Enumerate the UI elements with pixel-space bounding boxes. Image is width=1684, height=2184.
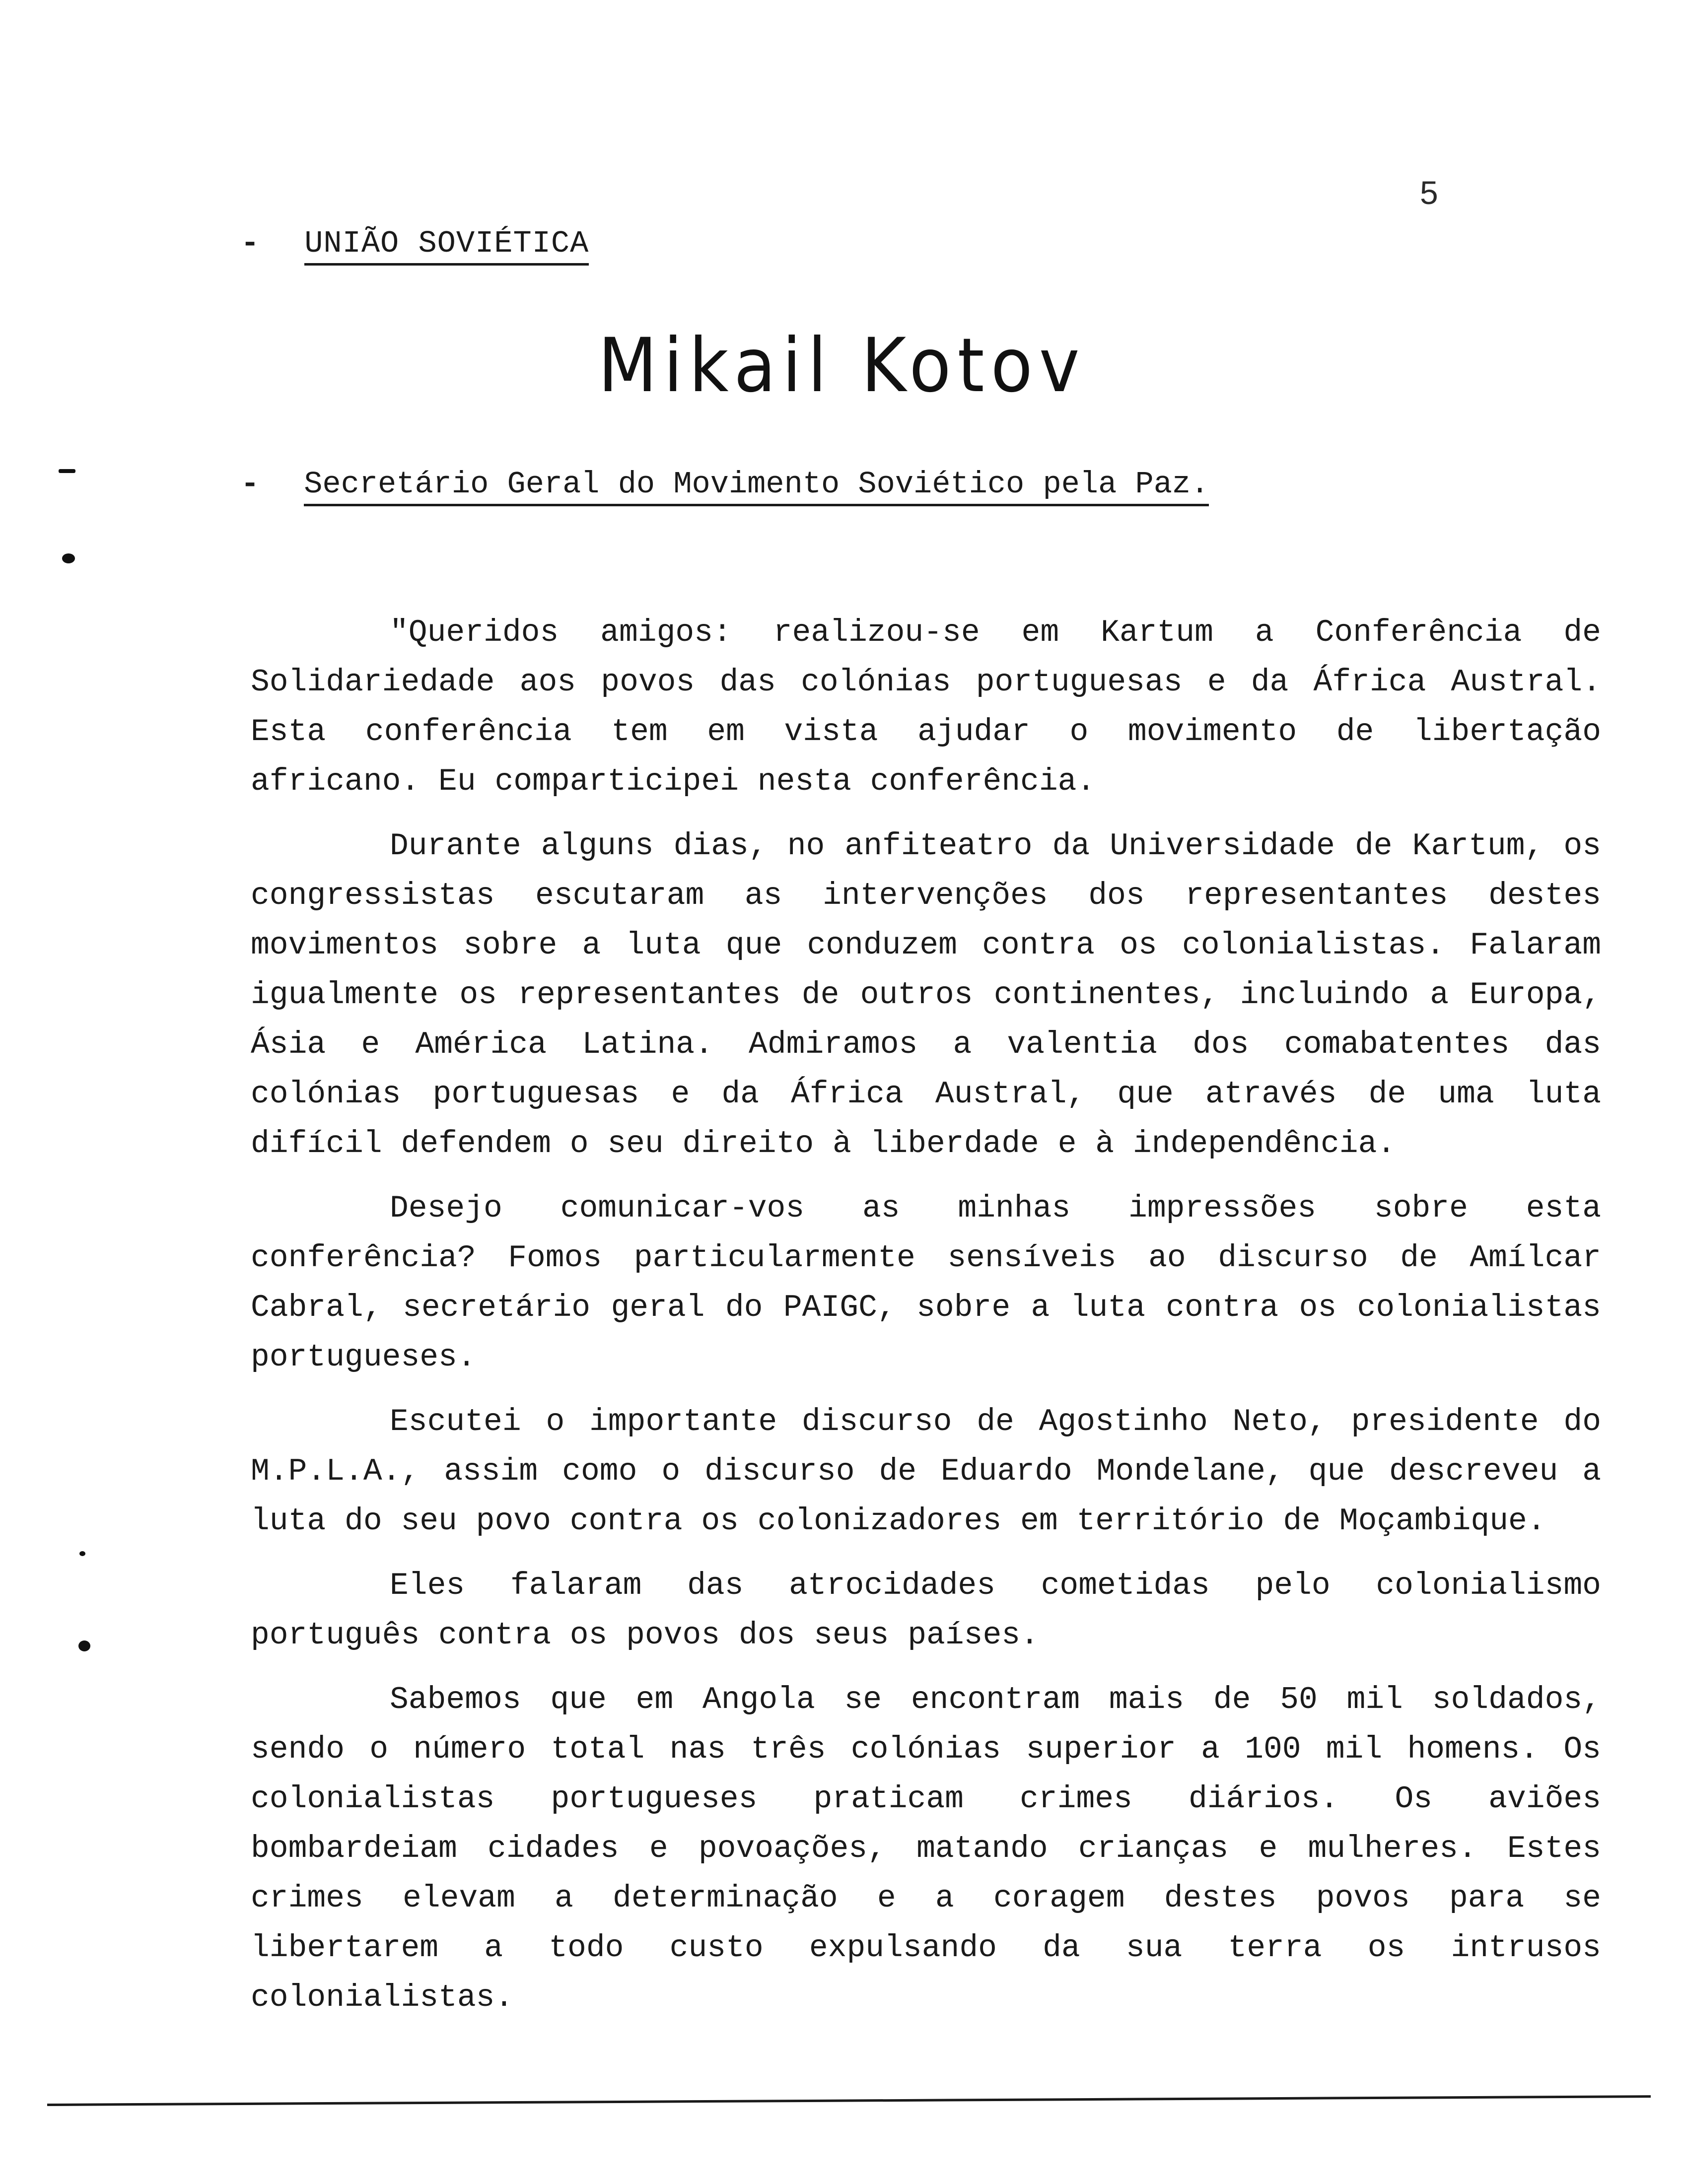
scan-mark <box>79 1551 85 1556</box>
paragraph: Desejo comunicar-vos as minhas impressões sobre esta conferência? Fomos particularmente sensíveis ao discurso de Amílcar Cabral, secretário geral do PAIGC, sobre a luta contra os colonialistas portugueses. <box>251 1191 1601 1375</box>
paragraph: Eles falaram das atrocidades cometidas pelo colonialismo português contra os povos dos seus países. <box>251 1568 1601 1653</box>
speech-body <box>251 608 1601 2038</box>
paragraph: "Queridos amigos: realizou-se em Kartum a Conferência de Solidariedade aos povos das colónias portuguesas e da África Austral. Esta conferência tem em vista ajudar o movimento de libertação africano. Eu comparticipei nesta conferência. <box>251 615 1601 799</box>
paragraph: Sabemos que em Angola se encontram mais de 50 mil soldados, sendo o número total nas três colónias superior a 100 mil homens. Os colonialistas portugueses praticam crimes diários. Os aviões bombardeiam cidades e povoações, matando crianças e mulheres. Estes crimes elevam a determinação e a coragem destes povos para se libertarem a todo custo expulsando da sua terra os intrusos colonialistas. <box>251 1682 1601 2015</box>
bottom-rule <box>47 2095 1651 2106</box>
paragraph: Escutei o importante discurso de Agostinho Neto, presidente do M.P.L.A., assim como o discurso de Eduardo Mondelane, que descreveu a luta do seu povo contra os colonizadores em território de Moçambique. <box>251 1404 1601 1539</box>
speaker-role-line <box>241 467 1209 502</box>
country-heading <box>241 226 589 261</box>
speaker-name: Mikail Kotov <box>598 323 1086 409</box>
scan-mark <box>59 469 75 473</box>
scan-mark <box>62 553 75 563</box>
country-dash: - <box>241 226 260 261</box>
scan-mark <box>78 1640 90 1651</box>
country-title: UNIÃO SOVIÉTICA <box>304 226 589 266</box>
paragraph: Durante alguns dias, no anfiteatro da Universidade de Kartum, os congressistas escutaram as intervenções dos representantes destes movimentos sobre a luta que conduzem contra os colonialistas. Falaram igualmente os representantes de outros continentes, incluindo a Europa, Ásia e América Latina. Admiramos a valentia dos comabatentes das colónias portuguesas e da África Austral, que através de uma luta difícil defendem o seu direito à liberdade e à independência. <box>251 828 1601 1161</box>
role-dash: - <box>241 467 260 502</box>
page-number: 5 <box>1420 174 1438 211</box>
speaker-role: Secretário Geral do Movimento Soviético pela Paz. <box>304 467 1209 506</box>
